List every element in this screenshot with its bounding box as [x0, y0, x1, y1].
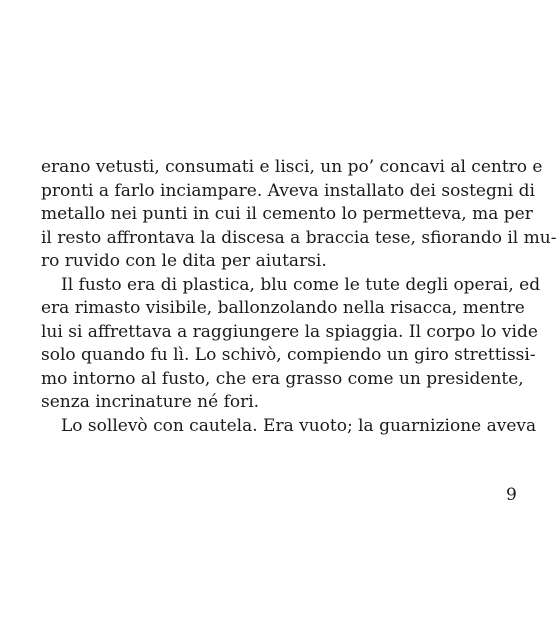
text-line: solo quando fu lì. Lo schivò, compiendo un giro strettissi-	[41, 345, 536, 365]
text-line: il resto affrontava la discesa a braccia tese, sfiorando il mu-	[41, 227, 557, 248]
text-line: erano vetusti, consumati e lisci, un po’ concavi al centro e	[41, 157, 543, 177]
body-text	[41, 156, 557, 438]
text-line: ro ruvido con le dita per aiutarsi.	[41, 251, 327, 271]
text-line: Lo sollevò con cautela. Era vuoto; la guarnizione aveva	[61, 415, 537, 436]
text-line: lui si affrettava a raggiungere la spiaggia. Il corpo lo vide	[41, 321, 538, 342]
text-line: pronti a farlo inciampare. Aveva installato dei sostegni di	[41, 180, 535, 201]
text-line: Il fusto era di plastica, blu come le tute degli operai, ed	[61, 274, 541, 295]
page-number: 9	[506, 485, 517, 505]
text-line: senza incrinature né fori.	[41, 392, 260, 412]
text-line: metallo nei punti in cui il cemento lo permetteva, ma per	[41, 204, 533, 224]
text-line: era rimasto visibile, ballonzolando nella risacca, mentre	[41, 298, 525, 318]
text-line: mo intorno al fusto, che era grasso come un presidente,	[41, 368, 524, 389]
